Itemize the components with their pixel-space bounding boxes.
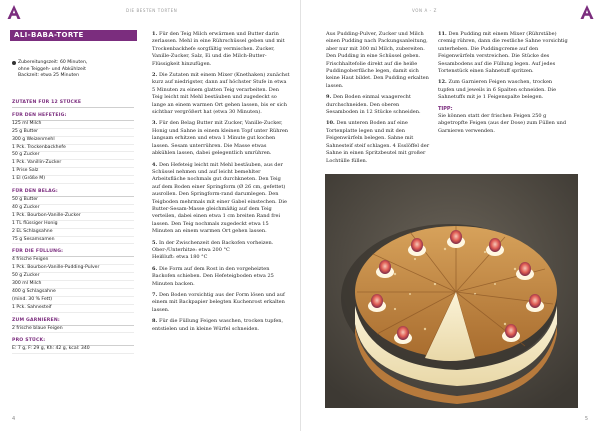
step-text: Den Hefeteig leicht mit Mehl bestäuben, aus der Schüssel nehmen und auf leicht bemehlter Arbeitsfläche nochmals gut durchkneten. Den Teig auf dem Boden einer Springform (Ø 26 cm, gefettet) ausrollen. Den Springform-rand darumlegen. Den Teigboden mehrmals mit einer Gabel einstechen. Die Butter-Sesam-Masse gleichmäßig auf dem Teig verteilen, dabei einen etwa 1 cm breiten Rand frei lassen. Den Teig nochmals zugedeckt etwa 15 Minuten an einem warmen Ort gehen lassen. bbox=[152, 161, 287, 235]
ingredient-section-heading: PRO STÜCK: bbox=[12, 338, 134, 346]
fig-cake-illustration bbox=[325, 174, 578, 408]
step-text: Für den Belag Butter mit Zucker, Vanille-Zucker, Honig und Sahne in einem kleinen Topf unter Rühren langsam erhitzen und etwa 1 Minute gut kochen lassen. Sesam unterrühren. Die Masse etwas abkühlen lassen, dabei gelegentlich umrühren. bbox=[152, 120, 289, 157]
ingredient-item: E: 7 g, F: 29 g, Kh: 42 g, kcal: 340 bbox=[12, 346, 134, 354]
step-number: 11. bbox=[438, 31, 449, 37]
ingredient-item: 75 g Sesamsamen bbox=[12, 237, 134, 245]
ingredient-item: 50 g Zucker bbox=[12, 273, 134, 281]
step-text: Aus Pudding-Pulver, Zucker und Milch einen Pudding nach Packungsanleitung, aber nur mit 300 ml Milch, zubereiten. Den Pudding in eine Schüssel geben. Frischhaltefolie direkt auf die heiße Puddingoberfläche legen, damit sich keine Haut bildet. Den Pudding erkalten lassen. bbox=[326, 31, 429, 89]
step-text: In der Zwischenzeit den Backofen vorheizen. Ober-/Unterhitze: etwa 200 °C bbox=[152, 239, 274, 253]
step-text: Den Pudding mit einem Mixer (Rührstäbe) cremig rühren, dann die restliche Sahne vorsichtig unterheben. Die Puddingcreme auf den Feigenwürfeln verstreichen. Die Stücke des Sesambodens auf die Füllung legen. Auf jedes Tortenstück einen Sahnetuff spritzen. bbox=[438, 31, 568, 75]
ingredient-item: 50 g Zucker bbox=[12, 152, 134, 160]
step-paragraph bbox=[152, 72, 290, 116]
step-number: 7. bbox=[152, 292, 159, 298]
ingredients-list bbox=[12, 100, 134, 354]
step-number: 10. bbox=[326, 120, 337, 127]
prep-line: Backzeit: etwa 25 Minuten bbox=[18, 73, 80, 79]
ingredient-item: 2 EL Schlagsahne bbox=[12, 229, 134, 237]
ingredient-item: 1 TL flüssiger Honig bbox=[12, 221, 134, 229]
ingredient-section-heading: FÜR DEN BELAG: bbox=[12, 189, 134, 197]
ingredient-item: 300 ml Milch bbox=[12, 281, 134, 289]
prep-line: Zubereitungszeit: 60 Minuten, bbox=[18, 60, 88, 65]
step-paragraph bbox=[152, 162, 290, 236]
brand-logo-icon bbox=[579, 4, 595, 20]
brand-logo-icon bbox=[6, 4, 22, 20]
step-number: 6. bbox=[152, 265, 159, 272]
step-paragraph bbox=[326, 120, 430, 164]
running-header-right: VON A - Z bbox=[412, 8, 437, 13]
running-header-left: DIE BESTEN TORTEN bbox=[126, 8, 178, 13]
ingredient-section-heading: FÜR DEN HEFETEIG: bbox=[12, 113, 134, 121]
step-paragraph bbox=[152, 318, 290, 333]
tip-heading: TIPP: bbox=[438, 105, 453, 112]
cake-photo bbox=[325, 174, 578, 408]
step-text: Den Boden vorsichtig aus der Form lösen und auf einem mit Backpapier belegten Kuchenrost erkalten lassen. bbox=[152, 292, 285, 313]
ingredient-item: 4 frische Feigen bbox=[12, 257, 134, 265]
step-number: 1. bbox=[152, 31, 159, 37]
step-paragraph bbox=[152, 240, 290, 262]
step-number: 5. bbox=[152, 239, 159, 246]
step-number: 12. bbox=[438, 79, 449, 86]
step-text: Die Form auf dem Rost in den vorgeheizten Backofen schieben. Den Hefeteigboden etwa 25 Minuten backen. bbox=[152, 265, 274, 287]
ingredient-item: 1 Pck. Vanillin-Zucker bbox=[12, 160, 134, 168]
step-number: 3. bbox=[152, 120, 159, 127]
ingredient-item: 2 frische blaue Feigen bbox=[12, 326, 134, 334]
ingredient-item: 1 Prise Salz bbox=[12, 168, 134, 176]
ingredient-item: 25 g Butter bbox=[12, 129, 134, 137]
ingredient-item: (mind. 30 % Fett) bbox=[12, 297, 134, 305]
ingredient-item: 1 Pck. Sahnesteif bbox=[12, 305, 134, 313]
step-text: Für die Füllung Feigen waschen, trocken tupfen, entstielen und in kleine Würfel schneiden. bbox=[152, 318, 284, 332]
ingredient-section-heading: FÜR DIE FÜLLUNG: bbox=[12, 249, 134, 257]
ingredient-item: 1 Pck. Bourbon-Vanille-Pudding-Pulver bbox=[12, 265, 134, 273]
step-text: Heißluft: etwa 180 °C bbox=[152, 254, 208, 261]
prep-info bbox=[12, 60, 132, 80]
right-column-2 bbox=[438, 31, 570, 135]
ingredient-item: 1 Pck. Bourbon-Vanille-Zucker bbox=[12, 213, 134, 221]
ingredient-item: 50 g Butter bbox=[12, 197, 134, 205]
step-paragraph bbox=[152, 266, 290, 288]
ingredient-item: 1 Pck. Trockenbackhefe bbox=[12, 145, 134, 153]
step-number: 8. bbox=[152, 318, 159, 325]
clock-icon bbox=[12, 61, 16, 65]
page-number-right: 5 bbox=[584, 416, 588, 422]
step-paragraph bbox=[152, 292, 290, 314]
step-paragraph bbox=[326, 31, 430, 90]
ingredient-item: 400 g Schlagsahne bbox=[12, 289, 134, 297]
step-number: 4. bbox=[152, 161, 159, 168]
ingredient-item: 125 ml Milch bbox=[12, 121, 134, 129]
recipe-title: ALI-BABA-TORTE bbox=[10, 30, 137, 41]
ingredient-item: 40 g Zucker bbox=[12, 205, 134, 213]
ingredient-section-heading: ZUM GARNIEREN: bbox=[12, 318, 134, 326]
ingredient-item: 300 g Weizenmehl bbox=[12, 137, 134, 145]
step-text: Die Zutaten mit einem Mixer (Knethaken) zunächst kurz auf niedrigster, dann auf höchster Stufe in etwa 5 Minuten zu einem glatten Teig verarbeiten. Den Teig leicht mit Mehl bestäuben und zugedeckt so lange an einem warmen Ort gehen lassen, bis er sich sichtbar vergrößert hat (etwa 30 Minuten). bbox=[152, 72, 290, 116]
step-number: 9. bbox=[326, 94, 333, 101]
step-paragraph bbox=[152, 120, 290, 157]
tip-text: Sie können statt der frischen Feigen 250 g abgetropfte Feigen (aus der Dose) zum Füllen und Garnieren verwenden. bbox=[438, 113, 567, 134]
page-number-left: 4 bbox=[12, 416, 16, 422]
step-paragraph bbox=[326, 94, 430, 116]
step-paragraph bbox=[438, 31, 570, 75]
step-text: Den unteren Boden auf eine Tortenplatte legen und mit den Feigenwürfeln belegen. Sahne mit Sahnesteif steif schlagen. 4 Esslöffel der Sahne in einen Spritzbeutel mit großer Lochtülle füllen. bbox=[326, 120, 430, 164]
step-text: Für den Teig Milch erwärmen und Butter darin zerlassen. Mehl in eine Rührschüssel geben und mit Trockenbackhefe sorgfältig vermischen. Zucker, Vanille-Zucker, Salz, Ei und die Milch-Butter-Flüssigkeit hinzufügen. bbox=[152, 31, 285, 67]
ingredient-item: 1 EI (Größe M) bbox=[12, 176, 134, 184]
right-column-1 bbox=[326, 31, 430, 169]
step-number: 2. bbox=[152, 72, 159, 79]
prep-line: ohne Teiggeh- und Abkühlzeit bbox=[18, 66, 86, 72]
ingredients-title: ZUTATEN FÜR 12 STÜCKE bbox=[12, 100, 134, 108]
step-text: Den Boden einmal waagerecht durchschneiden. Den oberen Sesamboden in 12 Stücke schneiden. bbox=[326, 94, 421, 116]
tip-box bbox=[438, 106, 570, 136]
step-paragraph bbox=[152, 31, 290, 68]
step-text: Zum Garnieren Feigen waschen, trocken tupfen und jeweils in 6 Spalten schneiden. Die Sahnetuffs mit je 1 Feigenspalte belegen. bbox=[438, 79, 557, 101]
steps-column bbox=[152, 31, 290, 337]
step-paragraph bbox=[438, 79, 570, 101]
